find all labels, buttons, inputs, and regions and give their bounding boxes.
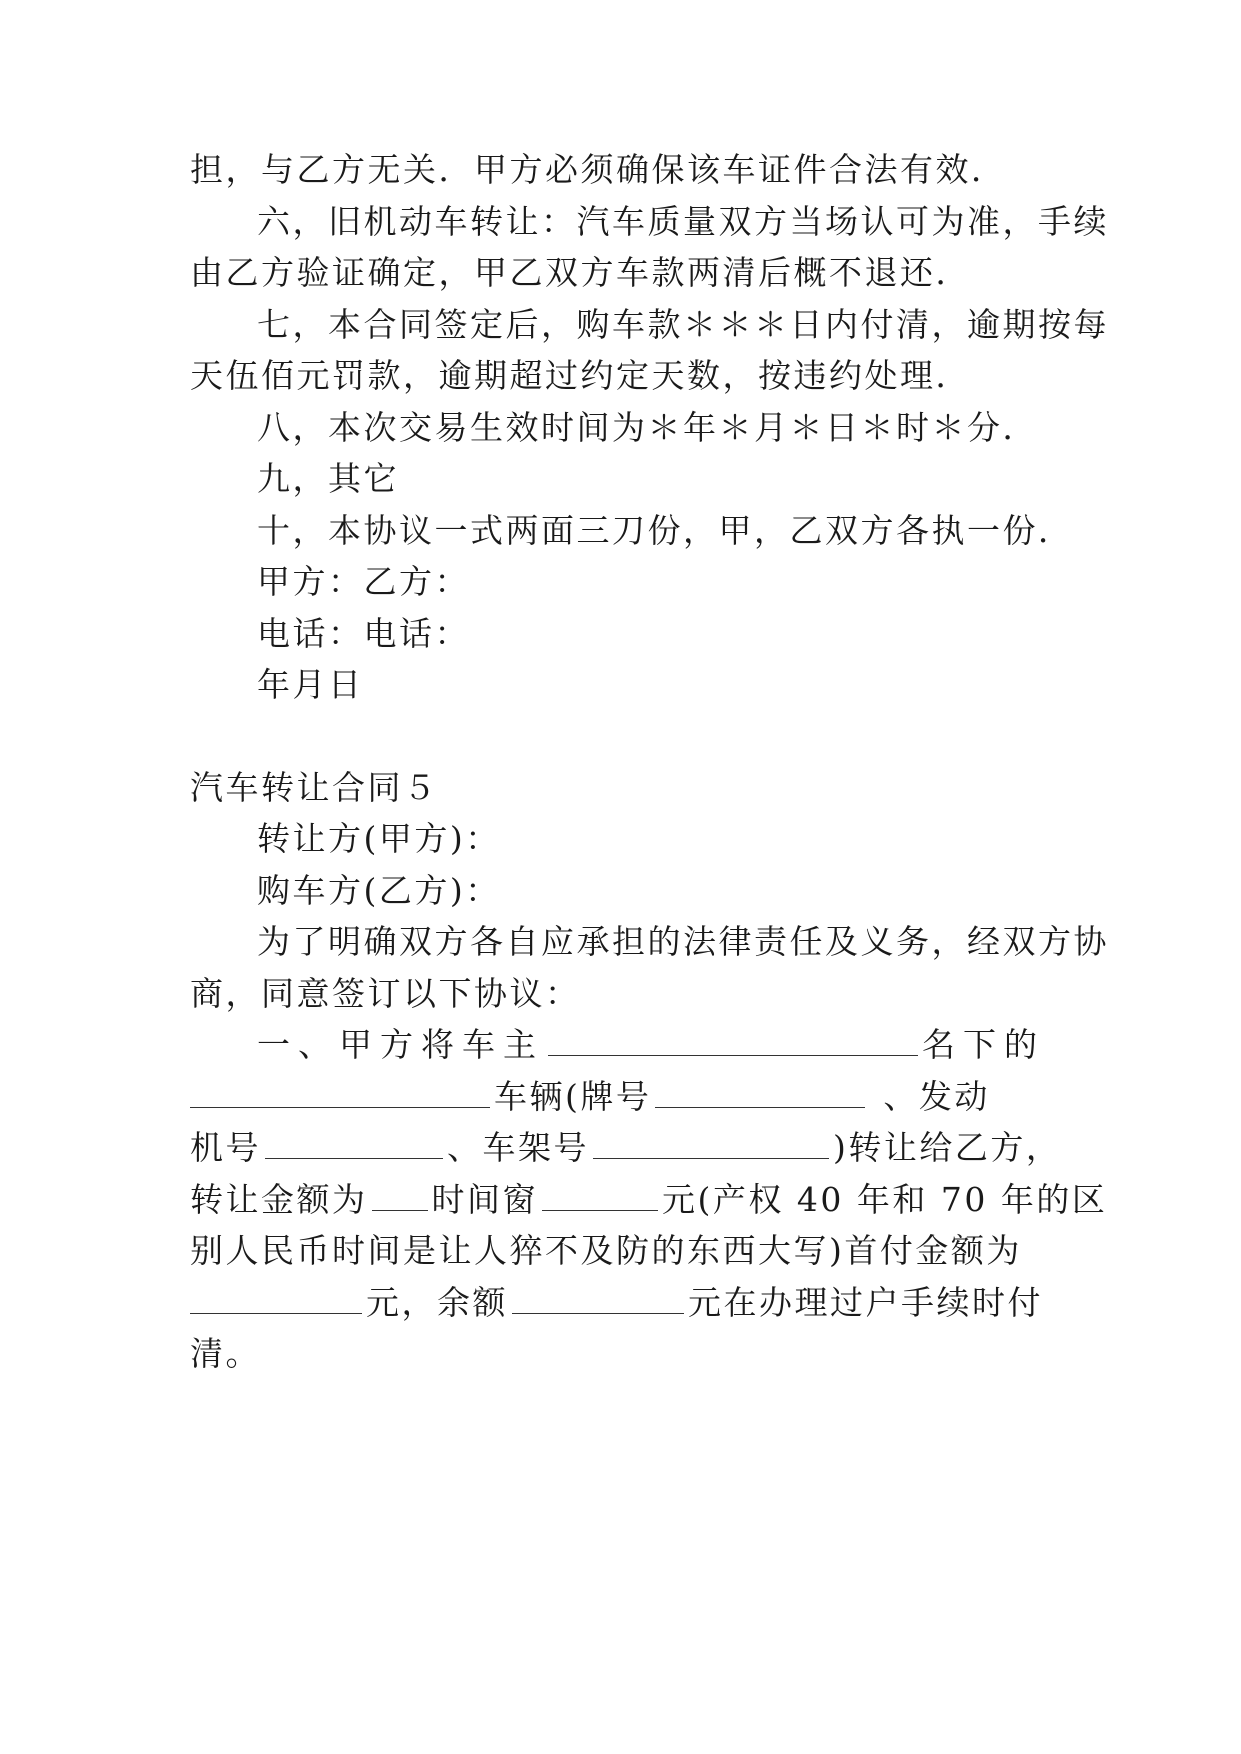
phone-line: 电话：电话： [257, 614, 470, 653]
transferor-line: 转让方(甲方)： [257, 819, 501, 858]
frame-number-blank [593, 1128, 829, 1159]
clause-one-text: )转让给乙方， [833, 1128, 1062, 1167]
date-line: 年月日 [257, 665, 364, 704]
clause-seven-line1: 七，本合同签定后，购车款＊＊＊日内付清，逾期按每 [257, 305, 1109, 344]
clause-one-text: 时间窗 [431, 1180, 538, 1219]
clause-one-text: 一、甲方将车主 [257, 1025, 544, 1064]
party-signatures: 甲方：乙方： [257, 562, 470, 601]
plate-number-blank [655, 1077, 865, 1108]
section-title: 汽车转让合同５ [190, 768, 439, 807]
clause-one-text: 、发动 [883, 1077, 990, 1116]
intro-line1: 为了明确双方各自应承担的法律责任及义务，经双方协 [257, 922, 1109, 961]
clause-one-text: 元，余额 [366, 1283, 508, 1322]
amount-words-blank [542, 1180, 658, 1211]
clause-one-line3 [190, 1128, 1061, 1168]
vehicle-blank [190, 1077, 490, 1108]
clause-one-line6 [190, 1283, 1043, 1323]
clause-eight: 八，本次交易生效时间为＊年＊月＊日＊时＊分． [257, 408, 1038, 447]
owner-name-blank [548, 1025, 918, 1056]
amount-blank [372, 1180, 428, 1211]
clause-six-line2: 由乙方验证确定，甲乙双方车款两清后概不退还． [190, 253, 971, 292]
clause-one-text: 车辆(牌号 [494, 1077, 652, 1116]
clause-one-text: 转让金额为 [190, 1180, 368, 1219]
clause-one-text: 机号 [190, 1128, 261, 1167]
clause-one-line7: 清。 [190, 1334, 261, 1373]
clause-one-line1 [257, 1025, 1045, 1065]
clause-ten: 十，本协议一式两面三刀份，甲，乙双方各执一份． [257, 511, 1074, 550]
buyer-line: 购车方(乙方)： [257, 871, 501, 910]
clause-one-line4 [190, 1180, 1107, 1220]
clause-six-line1: 六，旧机动车转让：汽车质量双方当场认可为准，手续 [257, 202, 1109, 241]
clause-one-line2 [190, 1077, 990, 1117]
clause-one-text: 、车架号 [447, 1128, 589, 1167]
intro-line2: 商，同意签订以下协议： [190, 974, 581, 1013]
clause-nine: 九，其它 [257, 459, 399, 498]
balance-blank [512, 1283, 684, 1314]
clause-one-line5: 别人民币时间是让人猝不及防的东西大写)首付金额为 [190, 1231, 1022, 1270]
engine-number-blank [265, 1128, 443, 1159]
clause-one-text: 元在办理过户手续时付 [688, 1283, 1043, 1322]
clause-one-text: 名下的 [922, 1025, 1045, 1064]
clause-seven-line2: 天伍佰元罚款，逾期超过约定天数，按违约处理． [190, 356, 971, 395]
paragraph-line: 担，与乙方无关．甲方必须确保该车证件合法有效． [190, 150, 1007, 189]
down-payment-blank [190, 1283, 362, 1314]
clause-one-text: 元(产权 40 年和 70 年的区 [662, 1180, 1108, 1219]
